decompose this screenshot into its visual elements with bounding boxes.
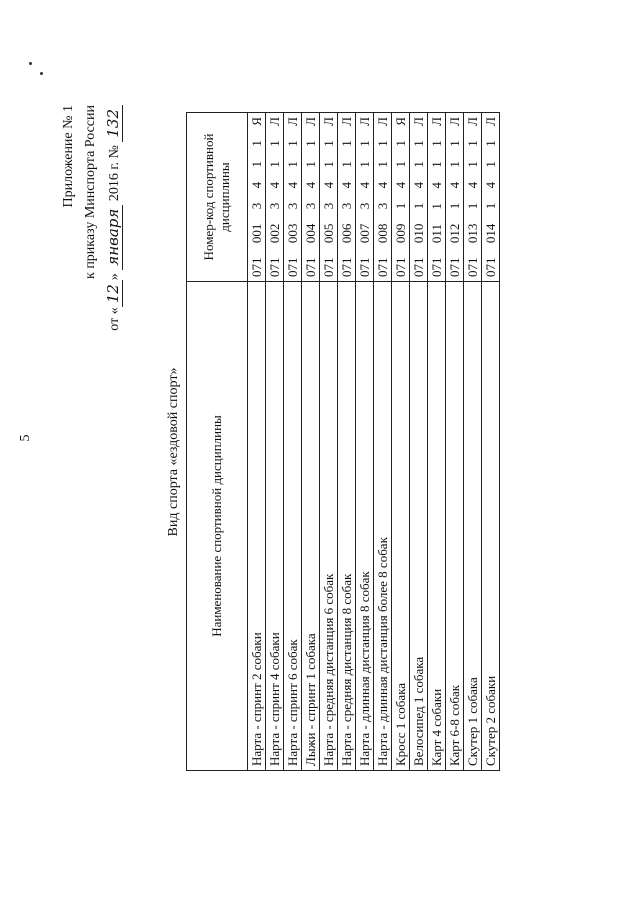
code-parts: [339, 117, 355, 277]
code-parts: [249, 117, 265, 277]
code-part: 1: [248, 161, 264, 168]
code-part: 009: [392, 223, 408, 244]
code-part: 013: [464, 223, 480, 244]
code-part: 007: [356, 223, 372, 244]
code-part: 4: [320, 181, 336, 189]
code-part: 1: [410, 161, 426, 168]
code-part: 071: [266, 257, 282, 277]
code-part: Я: [392, 117, 408, 126]
code-part: Л: [338, 117, 354, 126]
order-date-number: [102, 105, 126, 405]
code-part: 1: [356, 161, 372, 168]
code-part: Л: [410, 117, 426, 126]
discipline-code-cell: [410, 113, 428, 282]
code-part: Л: [446, 117, 462, 126]
discipline-name-cell: Скутер 1 собака: [464, 282, 482, 771]
code-part: 071: [410, 257, 426, 277]
code-part: 4: [392, 181, 408, 189]
discipline-code-cell: [392, 113, 410, 282]
code-part: Л: [320, 117, 336, 126]
code-part: 1: [428, 140, 444, 147]
table-header-row: [187, 113, 248, 771]
code-part: 071: [428, 257, 444, 277]
table-row: [356, 113, 374, 771]
code-part: 005: [320, 223, 336, 244]
code-part: Л: [428, 117, 444, 126]
code-part: Л: [464, 117, 480, 126]
table-row: [482, 113, 500, 771]
code-part: 4: [374, 181, 390, 189]
code-part: 1: [320, 161, 336, 168]
page-number: 5: [18, 434, 33, 442]
code-part: 1: [392, 140, 408, 147]
code-part: 071: [320, 257, 336, 277]
date-close-quote: »: [107, 273, 122, 281]
code-part: 1: [464, 202, 480, 210]
code-part: 071: [482, 257, 498, 277]
code-part: 4: [356, 181, 372, 189]
code-part: 1: [266, 140, 282, 147]
code-part: Л: [302, 117, 318, 126]
code-part: Л: [266, 117, 282, 126]
handwritten-day: 12: [104, 280, 123, 307]
discipline-name-cell: Нарта - средняя дистанция 8 собак: [338, 282, 356, 771]
code-part: Л: [356, 117, 372, 126]
code-part: 4: [410, 181, 426, 189]
code-part: 002: [266, 223, 282, 244]
code-parts: [303, 117, 319, 277]
handwritten-order-number: 132: [104, 105, 123, 142]
code-part: Л: [374, 117, 390, 126]
code-part: 4: [266, 181, 282, 189]
code-part: 1: [446, 161, 462, 168]
discipline-name-cell: Велосипед 1 собака: [410, 282, 428, 771]
code-part: 003: [284, 223, 300, 244]
discipline-name-cell: Кросс 1 собака: [392, 282, 410, 771]
code-parts: [465, 117, 481, 277]
table-row: [302, 113, 320, 771]
code-parts: [267, 117, 283, 277]
code-parts: [429, 117, 445, 277]
code-part: 1: [428, 161, 444, 168]
discipline-name-cell: Карт 4 собаки: [428, 282, 446, 771]
disciplines-table: [186, 112, 500, 771]
code-part: 1: [482, 161, 498, 168]
table-row: [392, 113, 410, 771]
table-body: [248, 113, 500, 771]
code-part: 4: [302, 181, 318, 189]
table-row: [410, 113, 428, 771]
table-row: [374, 113, 392, 771]
code-part: 1: [482, 202, 498, 210]
discipline-name-cell: Скутер 2 собаки: [482, 282, 500, 771]
code-part: 010: [410, 223, 426, 244]
code-part: 3: [320, 202, 336, 210]
code-parts: [447, 117, 463, 277]
code-part: 4: [446, 181, 462, 189]
code-part: 1: [338, 161, 354, 168]
discipline-code-cell: [356, 113, 374, 282]
code-part: Л: [284, 117, 300, 126]
table-row: [284, 113, 302, 771]
code-part: 012: [446, 223, 462, 244]
discipline-name-cell: Лыжи - спринт 1 собака: [302, 282, 320, 771]
code-part: 008: [374, 223, 390, 244]
code-parts: [393, 117, 409, 277]
code-part: 3: [302, 202, 318, 210]
code-part: 4: [284, 181, 300, 189]
discipline-code-cell: [302, 113, 320, 282]
code-part: 004: [302, 223, 318, 244]
discipline-code-cell: [464, 113, 482, 282]
code-part: 1: [446, 140, 462, 147]
code-part: 4: [248, 181, 264, 189]
code-part: 071: [374, 257, 390, 277]
code-part: 1: [392, 161, 408, 168]
code-part: 1: [410, 140, 426, 147]
code-part: 1: [284, 140, 300, 147]
table-row: [338, 113, 356, 771]
code-parts: [411, 117, 427, 277]
discipline-name-cell: Нарта - длинная дистанция более 8 собак: [374, 282, 392, 771]
header-discipline-code: Номер-код спортивной дисциплины: [187, 113, 248, 282]
appendix-title: Приложение № 1: [61, 105, 76, 208]
code-part: 071: [248, 257, 264, 277]
code-part: 1: [446, 202, 462, 210]
code-part: 4: [338, 181, 354, 189]
code-part: 011: [428, 224, 444, 244]
table-row: [428, 113, 446, 771]
discipline-code-cell: [338, 113, 356, 282]
code-part: 1: [248, 140, 264, 147]
order-reference: к приказу Минспорта России: [83, 105, 98, 279]
discipline-code-cell: [284, 113, 302, 282]
table-row: [320, 113, 338, 771]
discipline-code-cell: [482, 113, 500, 282]
code-part: 1: [320, 140, 336, 147]
code-part: 1: [284, 161, 300, 168]
year-text: 2016 г. №: [107, 145, 122, 202]
code-part: 071: [464, 257, 480, 277]
code-part: 071: [338, 257, 354, 277]
code-parts: [321, 117, 337, 277]
code-part: 3: [356, 202, 372, 210]
discipline-name-cell: Карт 6-8 собак: [446, 282, 464, 771]
code-parts: [375, 117, 391, 277]
code-part: 014: [482, 223, 498, 244]
discipline-code-cell: [266, 113, 284, 282]
discipline-name-cell: Нарта - длинная дистанция 8 собак: [356, 282, 374, 771]
code-part: 3: [248, 202, 264, 210]
code-part: Л: [482, 117, 498, 126]
code-part: 1: [428, 203, 444, 210]
discipline-name-cell: Нарта - спринт 2 собаки: [248, 282, 266, 771]
code-part: Я: [248, 117, 264, 126]
code-part: 1: [464, 140, 480, 147]
discipline-code-cell: [374, 113, 392, 282]
discipline-code-cell: [320, 113, 338, 282]
code-part: 1: [482, 140, 498, 147]
date-prefix: от «: [107, 307, 122, 331]
code-parts: [357, 117, 373, 277]
code-part: 1: [410, 202, 426, 210]
discipline-name-cell: Нарта - спринт 6 собак: [284, 282, 302, 771]
discipline-name-cell: Нарта - спринт 4 собаки: [266, 282, 284, 771]
code-part: 1: [302, 140, 318, 147]
code-part: 1: [266, 161, 282, 168]
code-part: 071: [392, 257, 408, 277]
code-part: 1: [302, 161, 318, 168]
code-part: 4: [482, 181, 498, 189]
code-part: 071: [302, 257, 318, 277]
code-part: 4: [428, 182, 444, 189]
code-part: 3: [266, 202, 282, 210]
discipline-code-cell: [446, 113, 464, 282]
code-part: 1: [374, 140, 390, 147]
approval-block: [58, 105, 126, 405]
code-part: 3: [338, 202, 354, 210]
code-part: 1: [356, 140, 372, 147]
code-part: 1: [392, 202, 408, 210]
table-row: [446, 113, 464, 771]
code-part: 1: [464, 161, 480, 168]
code-parts: [483, 117, 499, 277]
code-part: 071: [446, 257, 462, 277]
code-part: 001: [248, 223, 264, 244]
code-parts: [285, 117, 301, 277]
code-part: 1: [374, 161, 390, 168]
discipline-name-cell: Нарта - средняя дистанция 6 собак: [320, 282, 338, 771]
table-row: [464, 113, 482, 771]
discipline-code-cell: [248, 113, 266, 282]
code-part: 006: [338, 223, 354, 244]
table-row: [248, 113, 266, 771]
discipline-code-cell: [428, 113, 446, 282]
handwritten-month: января: [104, 205, 123, 270]
code-part: 071: [284, 257, 300, 277]
header-discipline-name: Наименование спортивной дисциплины: [187, 282, 248, 771]
code-part: 071: [356, 257, 372, 277]
code-part: 3: [284, 202, 300, 210]
code-part: 3: [374, 202, 390, 210]
code-part: 4: [464, 181, 480, 189]
table-row: [266, 113, 284, 771]
code-part: 1: [338, 140, 354, 147]
sport-caption: Вид спорта «ездовой спорт»: [166, 367, 181, 537]
